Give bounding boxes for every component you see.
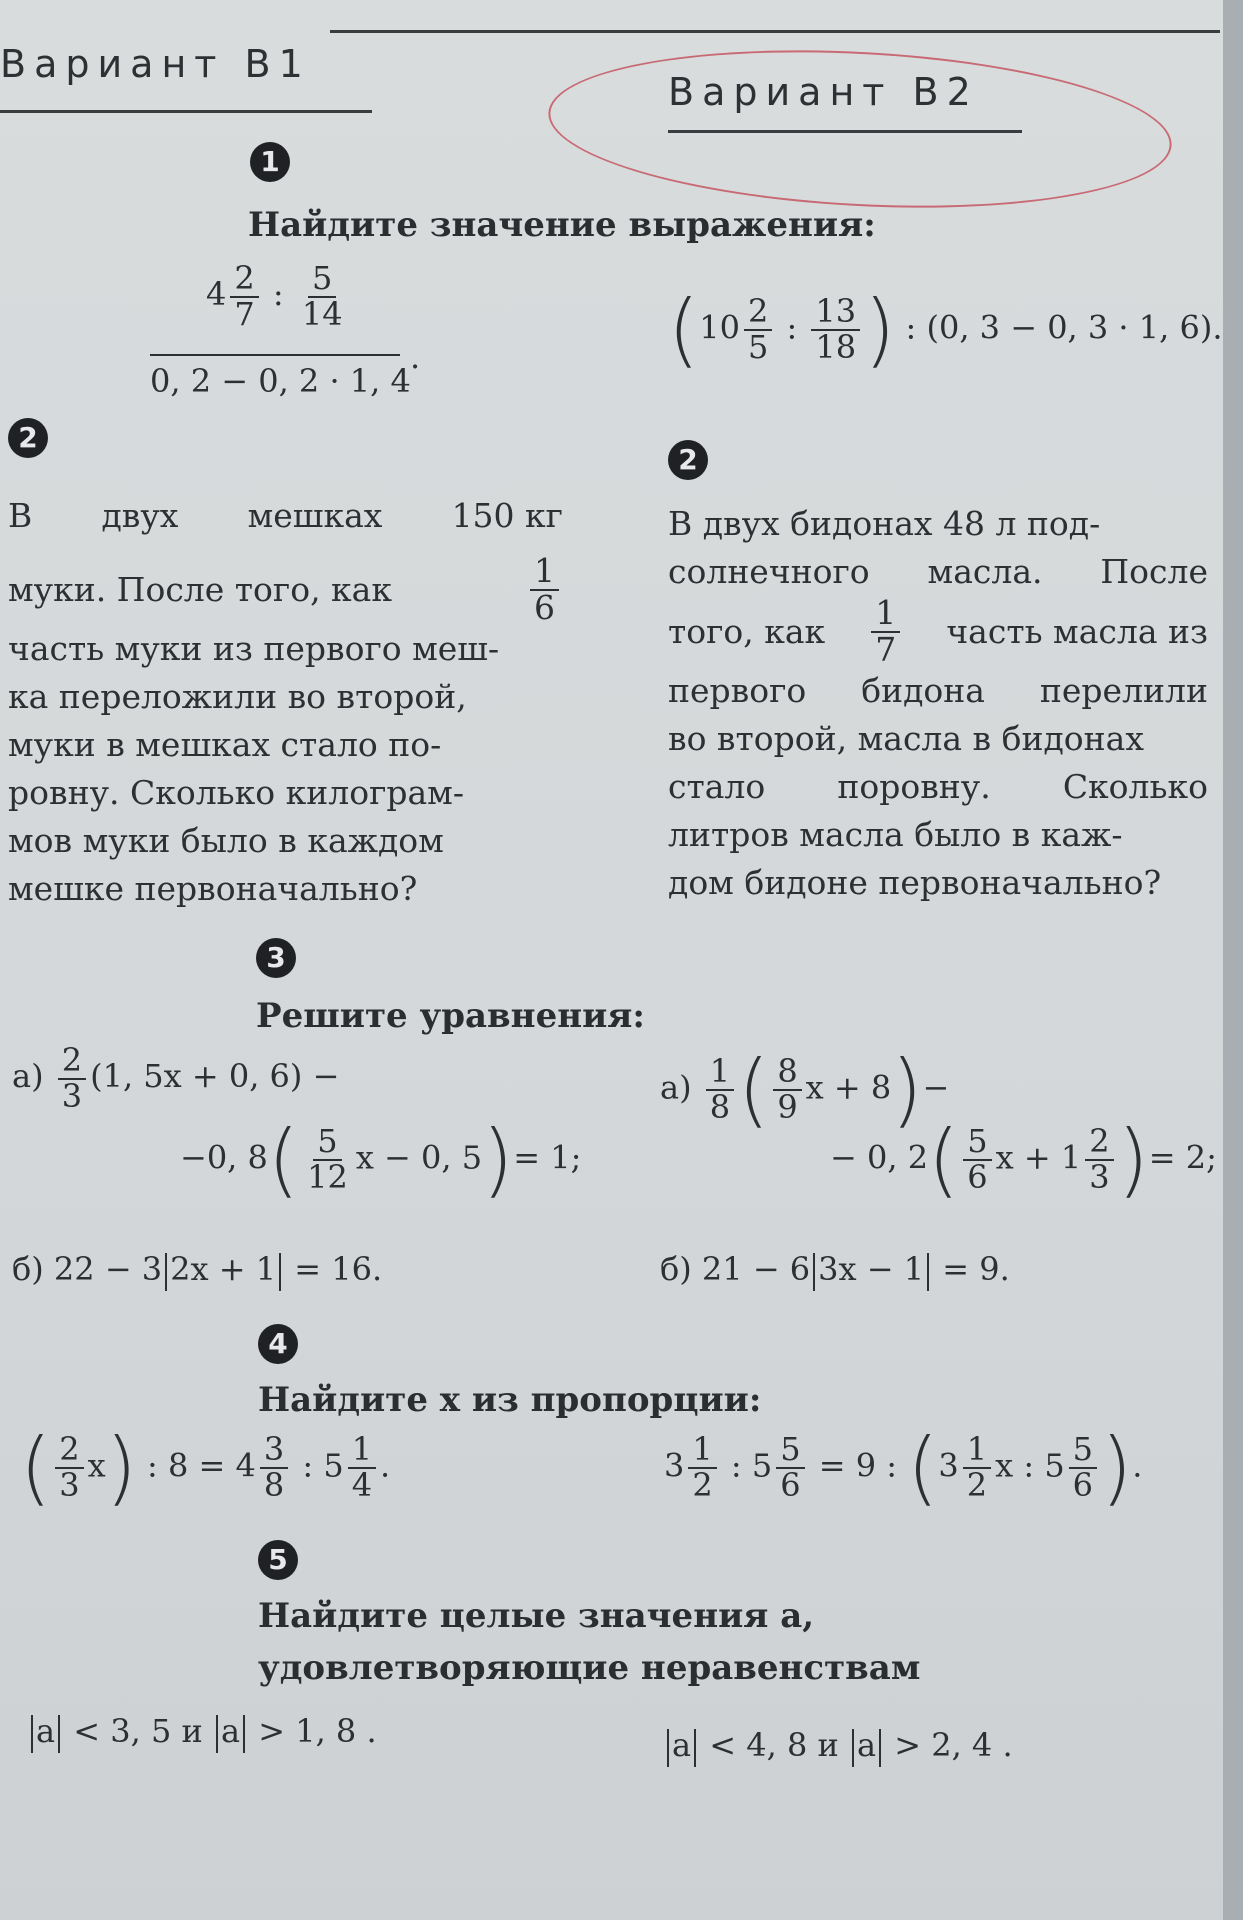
task4-v1-proportion: ( $\frac{2}{3}$ x) : 8 = 4 $\frac{3}{8}$ : 5 $\frac{1}{4}$ . bbox=[20, 1421, 391, 1514]
task1-v1-numerator: 4 $\frac{2}{7}$ : $\frac{5}{14}$ bbox=[206, 259, 343, 333]
task1-v1-dot: . bbox=[410, 338, 421, 376]
task-number-1: 1 bbox=[250, 142, 290, 182]
task-number-2-v1: 2 bbox=[8, 418, 48, 458]
top-rule bbox=[330, 30, 1220, 33]
page-edge bbox=[1223, 0, 1243, 1920]
task5-heading-line2: удовлетворяющие неравенствам bbox=[258, 1648, 921, 1688]
task3-v2-a-line1: а) $\frac{1}{8}$ ( $\frac{8}{9}$ x + 8)− bbox=[660, 1043, 950, 1136]
task3-heading: Решите уравнения: bbox=[256, 996, 645, 1036]
task1-v2-expression: (10 $\frac{2}{5}$ : $\frac{13}{18}$ ) : (0, 3 − 0, 3 · 1, 6). bbox=[668, 283, 1223, 376]
task3-v1-b: б) 22 − 3 2x + 1 = 16. bbox=[12, 1250, 382, 1291]
variant-b1-underline bbox=[0, 110, 372, 113]
task5-v1-inequalities: a < 3, 5 и a > 1, 8 . bbox=[28, 1712, 377, 1753]
hand-drawn-circle bbox=[544, 36, 1175, 222]
task4-v2-proportion: 3 $\frac{1}{2}$ : 5 $\frac{5}{6}$ = 9 : (3 $\frac{1}{2}$ x : 5 $\frac{5}{6}$ ). bbox=[664, 1421, 1143, 1514]
task-number-5: 5 bbox=[258, 1540, 298, 1580]
variant-b1-title: Вариант В1 bbox=[0, 42, 311, 86]
task2-v2-text: В двух бидонах 48 л под- солнечного масла. После того, как $\frac{1}{7}$ часть масла из первого бидона перелили во второй, масла в бидонах стало поровну. Сколько литров масла было в каж- дом бидоне первоначально? bbox=[668, 504, 1208, 903]
task5-heading-line1: Найдите целые значения a, bbox=[258, 1596, 815, 1636]
task1-v1-denominator: 0, 2 − 0, 2 · 1, 4 bbox=[150, 362, 411, 400]
task1-heading: Найдите значение выражения: bbox=[248, 205, 876, 245]
task3-v2-a-line2: − 0, 2( $\frac{5}{6}$ x + 1 $\frac{2}{3}$ )= 2; bbox=[830, 1113, 1217, 1206]
variant-b2-title: Вариант В2 bbox=[668, 70, 979, 114]
task5-v2-inequalities: a < 4, 8 и a > 2, 4 . bbox=[664, 1726, 1013, 1767]
task3-v1-a-line1: а) $\frac{2}{3}$ (1, 5x + 0, 6) − bbox=[12, 1041, 340, 1115]
task-number-2-v2: 2 bbox=[668, 440, 708, 480]
task3-v1-a-line2: −0, 8( $\frac{5}{12}$ x − 0, 5)= 1; bbox=[180, 1113, 582, 1206]
task-number-4: 4 bbox=[258, 1324, 298, 1364]
task4-heading: Найдите x из пропорции: bbox=[258, 1380, 762, 1420]
variant-b2-underline bbox=[668, 130, 1022, 133]
task3-v2-b: б) 21 − 6 3x − 1 = 9. bbox=[660, 1250, 1010, 1291]
task-number-3: 3 bbox=[256, 938, 296, 978]
task1-v1-fraction-bar bbox=[150, 354, 400, 356]
task2-v1-text: В двух мешках 150 кг муки. После того, как $\frac{1}{6}$ часть муки из первого меш- ка переложили во второй, муки в мешках стало по- ровну. Сколько килограм- мов муки было в каждом мешке первоначально? bbox=[8, 496, 563, 909]
